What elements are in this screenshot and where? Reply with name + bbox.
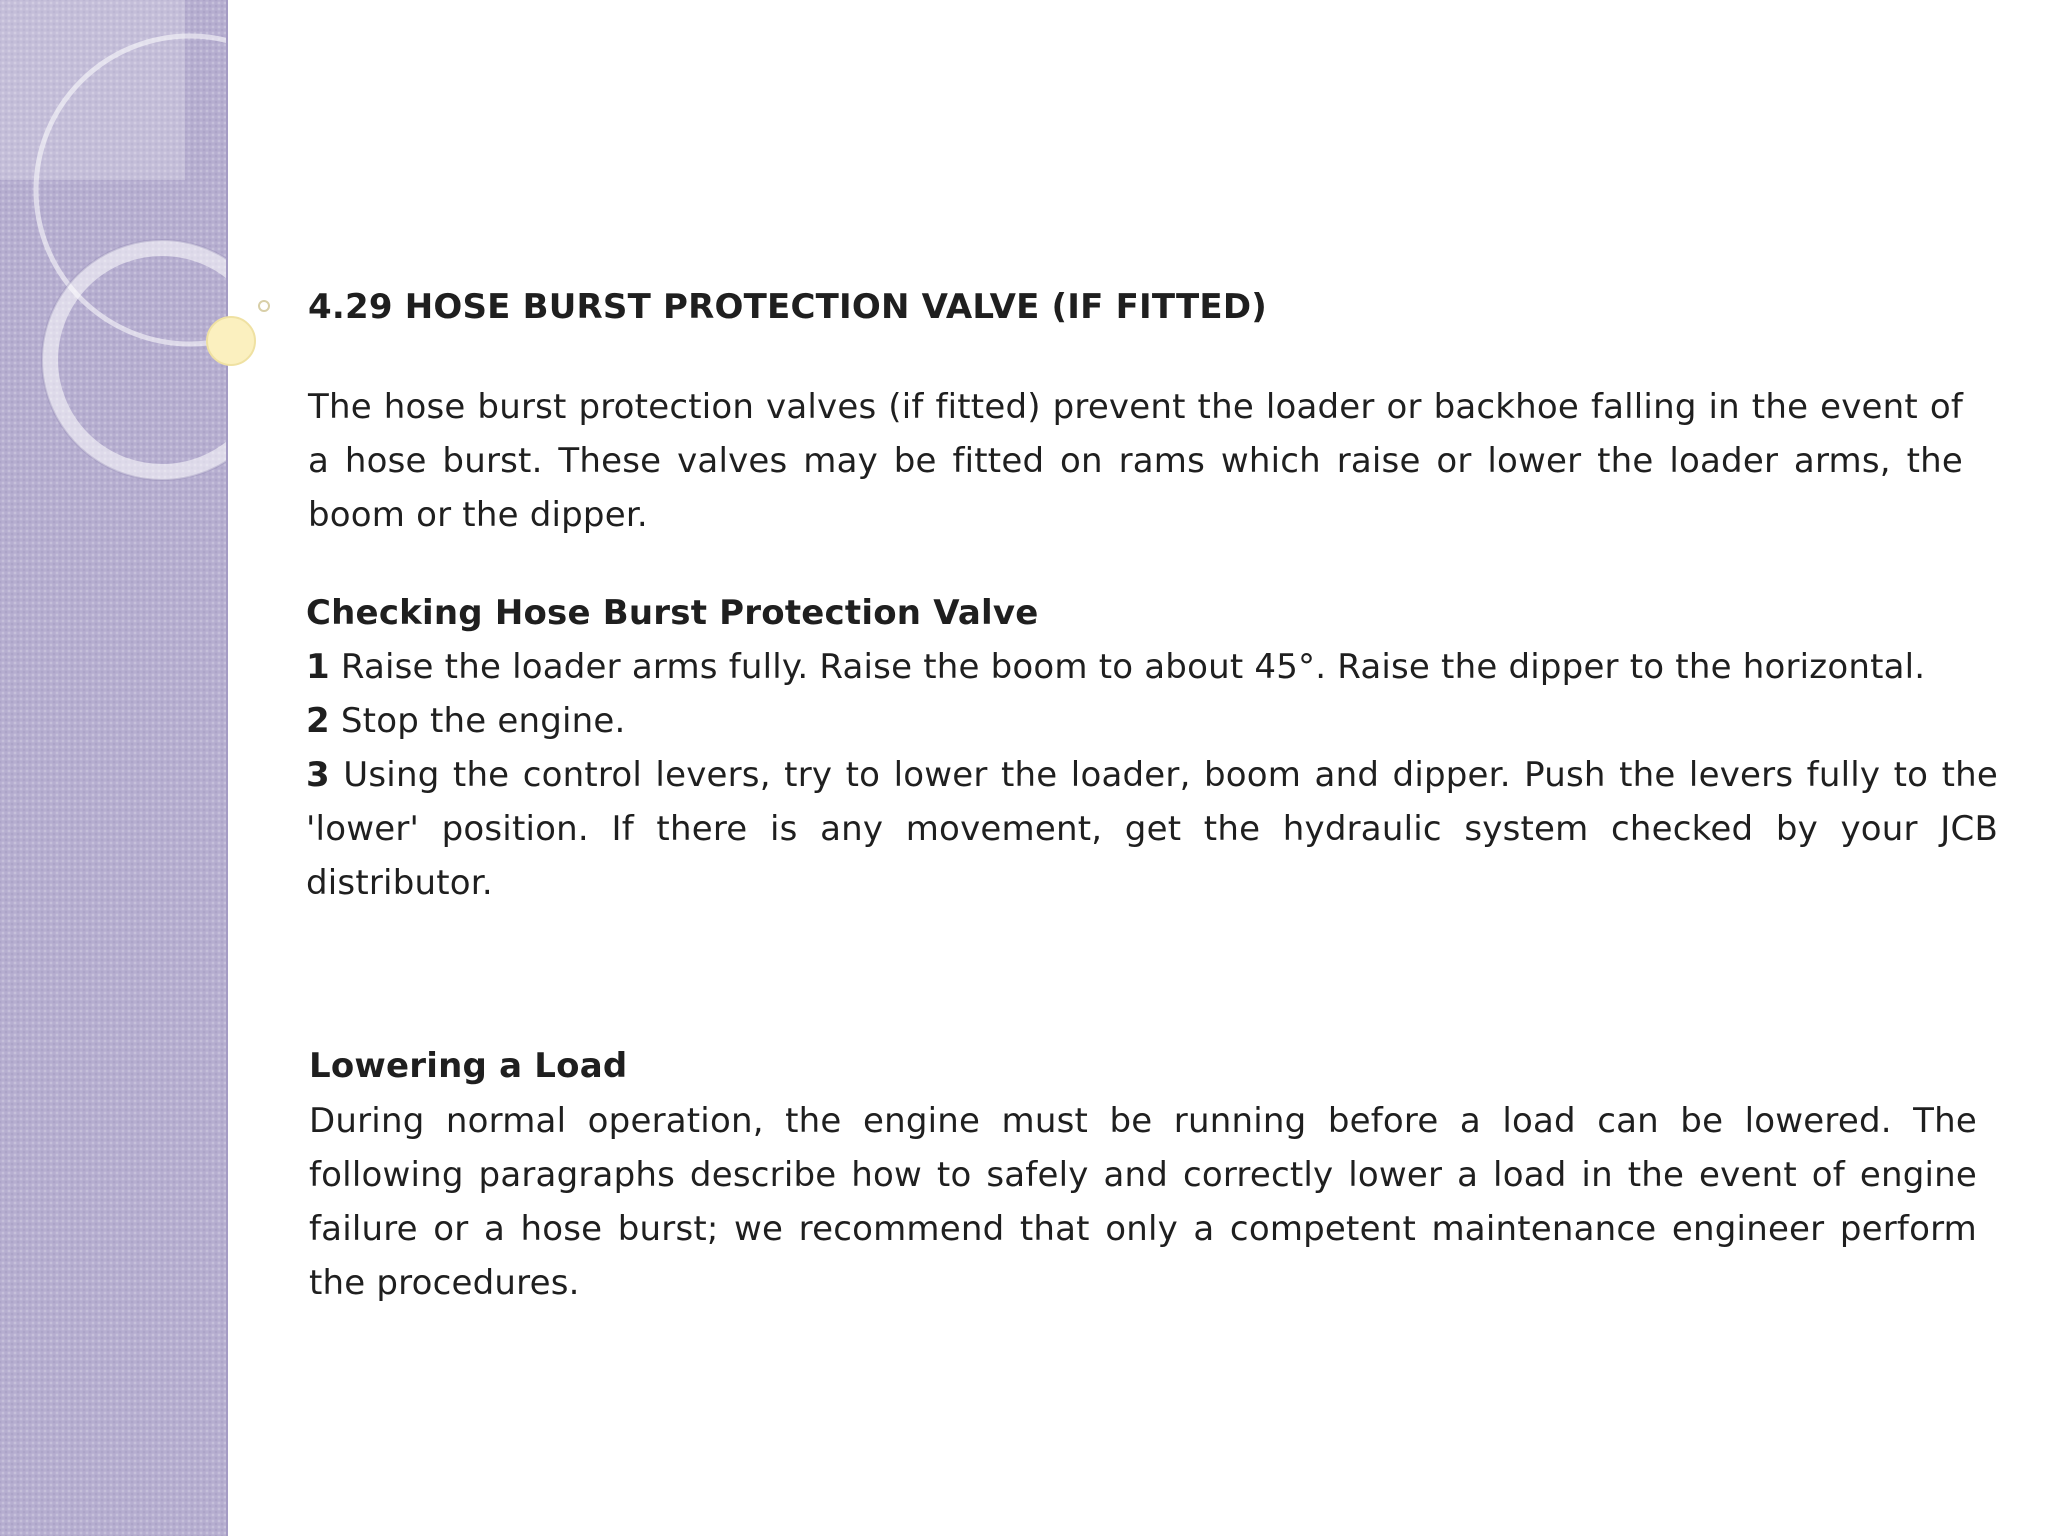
- checking-heading: Checking Hose Burst Protection Valve: [306, 593, 1039, 633]
- step-number: 1: [306, 647, 330, 687]
- step-item: [306, 694, 1998, 748]
- step-text: Stop the engine.: [340, 701, 626, 741]
- step-item: [306, 640, 1998, 694]
- lowering-heading: Lowering a Load: [309, 1046, 628, 1086]
- checking-steps: [306, 640, 1998, 910]
- section-heading: 4.29 HOSE BURST PROTECTION VALVE (IF FITTED): [308, 287, 1268, 327]
- bullet-icon: [258, 300, 270, 312]
- step-number: 2: [306, 701, 330, 741]
- step-item: [306, 748, 1998, 910]
- step-text: Raise the loader arms fully. Raise the boom to about 45°. Raise the dipper to the horizontal.: [340, 647, 1926, 687]
- step-text: Using the control levers, try to lower the loader, boom and dipper. Push the levers fully to the 'lower' position. If there is any movement, get the hydraulic system checked by your JCB distributor.: [306, 755, 1998, 903]
- lowering-paragraph: During normal operation, the engine must be running before a load can be lowered. The following paragraphs describe how to safely and correctly lower a load in the event of engine failure or a hose burst; we recommend that only a competent maintenance engineer perform the procedures.: [309, 1101, 1977, 1303]
- step-number: 3: [306, 755, 330, 795]
- intro-paragraph: The hose burst protection valves (if fitted) prevent the loader or backhoe falling in the event of a hose burst. These valves may be fitted on rams which raise or lower the loader arms, the boom or the dipper.: [308, 387, 1963, 535]
